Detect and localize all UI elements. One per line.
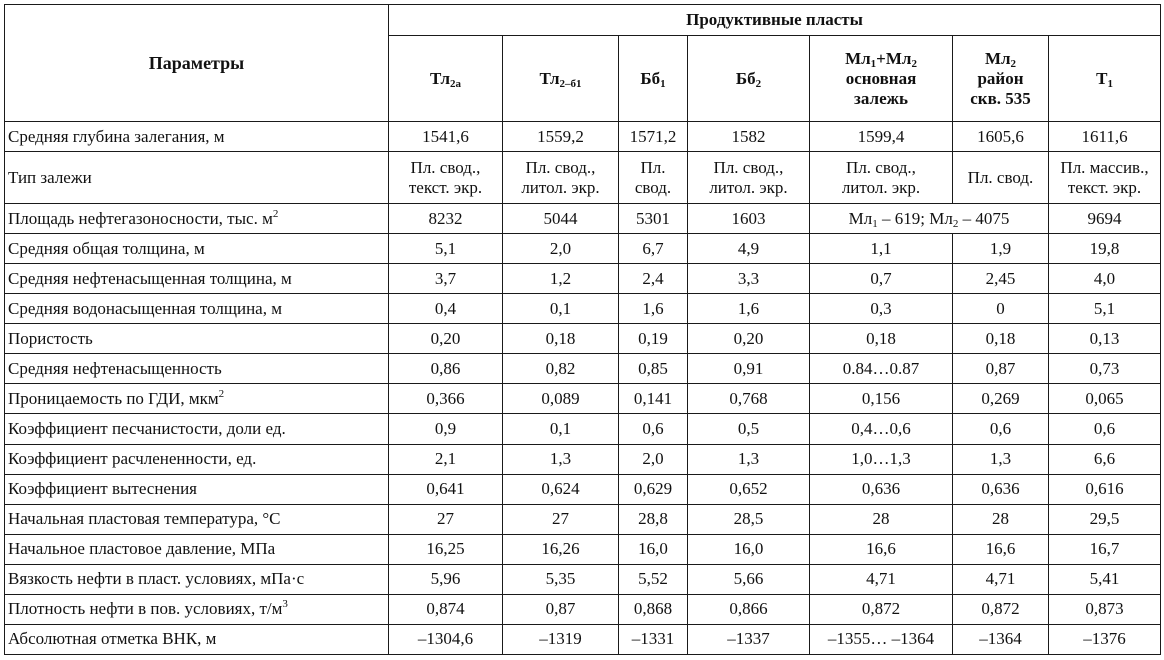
column-header-t1: $Т_1$ xyxy=(1049,36,1161,122)
cell: 5,1 xyxy=(389,234,503,264)
cell: 19,8 xyxy=(1049,234,1161,264)
cell: 28,5 xyxy=(688,504,810,534)
cell: Пл. свод., литол. экр. xyxy=(688,152,810,204)
cell: 4,71 xyxy=(810,564,953,594)
column-header-bb1: $Бб_1$ xyxy=(619,36,688,122)
cell: 1559,2 xyxy=(503,122,619,152)
cell: 2,0 xyxy=(503,234,619,264)
cell: 2,4 xyxy=(619,264,688,294)
cell: 28 xyxy=(953,504,1049,534)
cell: 1571,2 xyxy=(619,122,688,152)
cell: 5,1 xyxy=(1049,294,1161,324)
row-label: Абсолютная отметка ВНК, м xyxy=(5,624,389,654)
cell: 0,641 xyxy=(389,474,503,504)
cell: 16,26 xyxy=(503,534,619,564)
cell: 1,3 xyxy=(953,444,1049,474)
table-row xyxy=(5,504,1161,534)
cell: 0,872 xyxy=(810,594,953,624)
row-label: Средняя нефтенасыщенная толщина, м xyxy=(5,264,389,294)
cell: 0,616 xyxy=(1049,474,1161,504)
cell: 0,4…0,6 xyxy=(810,414,953,444)
cell: 1,6 xyxy=(619,294,688,324)
cell: 1599,4 xyxy=(810,122,953,152)
cell: 28,8 xyxy=(619,504,688,534)
cell: 2,0 xyxy=(619,444,688,474)
cell: 0,652 xyxy=(688,474,810,504)
table-row xyxy=(5,384,1161,414)
cell: 0,6 xyxy=(619,414,688,444)
cell: 1605,6 xyxy=(953,122,1049,152)
cell: 0,629 xyxy=(619,474,688,504)
table-row xyxy=(5,564,1161,594)
row-label: Плотность нефти в пов. условиях, $т/м^3$ xyxy=(5,594,389,624)
parameters-header: Параметры xyxy=(5,5,389,122)
cell: –1355… –1364 xyxy=(810,624,953,654)
row-label: Коэффициент песчанистости, доли ед. xyxy=(5,414,389,444)
column-header-ml1-ml2-main: $Мл_1+Мл_2$ основная залежь xyxy=(810,36,953,122)
cell: 0.84…0.87 xyxy=(810,354,953,384)
cell: 16,0 xyxy=(619,534,688,564)
row-label: Площадь нефтегазоносности, тыс. $м^2$ xyxy=(5,204,389,234)
cell: 16,6 xyxy=(810,534,953,564)
cell: Пл. свод., литол. экр. xyxy=(810,152,953,204)
cell: 1582 xyxy=(688,122,810,152)
cell: –1319 xyxy=(503,624,619,654)
row-label: Пористость xyxy=(5,324,389,354)
cell: 5,96 xyxy=(389,564,503,594)
cell: 5,35 xyxy=(503,564,619,594)
cell: 5,66 xyxy=(688,564,810,594)
cell: 0,82 xyxy=(503,354,619,384)
table-row xyxy=(5,624,1161,654)
table-row xyxy=(5,264,1161,294)
cell: 16,7 xyxy=(1049,534,1161,564)
cell: Пл. массив., текст. экр. xyxy=(1049,152,1161,204)
cell: 1611,6 xyxy=(1049,122,1161,152)
cell: 0,866 xyxy=(688,594,810,624)
table-row xyxy=(5,474,1161,504)
cell: 0,7 xyxy=(810,264,953,294)
cell: 0,6 xyxy=(953,414,1049,444)
cell: Пл. свод. xyxy=(619,152,688,204)
row-label: Начальное пластовое давление, МПа xyxy=(5,534,389,564)
row-label: Средняя глубина залегания, м xyxy=(5,122,389,152)
table-row xyxy=(5,152,1161,204)
cell: 0,636 xyxy=(810,474,953,504)
row-label: Проницаемость по ГДИ, мкм$^2$ xyxy=(5,384,389,414)
cell: 0,73 xyxy=(1049,354,1161,384)
cell: 16,6 xyxy=(953,534,1049,564)
cell: 1,3 xyxy=(503,444,619,474)
cell: 1541,6 xyxy=(389,122,503,152)
cell: 6,7 xyxy=(619,234,688,264)
cell: 2,45 xyxy=(953,264,1049,294)
table-row xyxy=(5,204,1161,234)
cell: Пл. свод., текст. экр. xyxy=(389,152,503,204)
table-row xyxy=(5,122,1161,152)
cell: Пл. свод., литол. экр. xyxy=(503,152,619,204)
cell: 0,3 xyxy=(810,294,953,324)
table-row xyxy=(5,534,1161,564)
row-label: Коэффициент вытеснения xyxy=(5,474,389,504)
cell: 0,4 xyxy=(389,294,503,324)
cell: 1,9 xyxy=(953,234,1049,264)
cell: 0,366 xyxy=(389,384,503,414)
cell: 16,0 xyxy=(688,534,810,564)
cell: 0,13 xyxy=(1049,324,1161,354)
cell: 0,156 xyxy=(810,384,953,414)
cell: 29,5 xyxy=(1049,504,1161,534)
cell: 0,91 xyxy=(688,354,810,384)
cell: 0,86 xyxy=(389,354,503,384)
cell: 3,3 xyxy=(688,264,810,294)
cell: –1337 xyxy=(688,624,810,654)
cell: –1364 xyxy=(953,624,1049,654)
row-label: Начальная пластовая температура, °C xyxy=(5,504,389,534)
cell: 0,87 xyxy=(503,594,619,624)
cell: Пл. свод. xyxy=(953,152,1049,204)
row-label: Средняя общая толщина, м xyxy=(5,234,389,264)
cell: 0,065 xyxy=(1049,384,1161,414)
cell: 5301 xyxy=(619,204,688,234)
cell: 0,873 xyxy=(1049,594,1161,624)
cell: 9694 xyxy=(1049,204,1161,234)
cell: 1,2 xyxy=(503,264,619,294)
cell: 5,52 xyxy=(619,564,688,594)
table-row xyxy=(5,324,1161,354)
cell: 0,18 xyxy=(810,324,953,354)
cell: 0,874 xyxy=(389,594,503,624)
column-header-tl2a: $Тл_{2а}$ xyxy=(389,36,503,122)
column-header-bb2: $Бб_2$ xyxy=(688,36,810,122)
row-label: Средняя водонасыщенная толщина, м xyxy=(5,294,389,324)
cell: 27 xyxy=(389,504,503,534)
cell: –1304,6 xyxy=(389,624,503,654)
cell: 4,71 xyxy=(953,564,1049,594)
cell: 0,5 xyxy=(688,414,810,444)
cell: 3,7 xyxy=(389,264,503,294)
cell: 1,6 xyxy=(688,294,810,324)
cell: 4,0 xyxy=(1049,264,1161,294)
cell: –1331 xyxy=(619,624,688,654)
cell: 0,9 xyxy=(389,414,503,444)
cell: 0,089 xyxy=(503,384,619,414)
cell: 0,20 xyxy=(389,324,503,354)
table-row xyxy=(5,354,1161,384)
cell: 0,19 xyxy=(619,324,688,354)
cell: 0,141 xyxy=(619,384,688,414)
cell: 0,624 xyxy=(503,474,619,504)
table-row xyxy=(5,594,1161,624)
cell: 0 xyxy=(953,294,1049,324)
cell: 0,18 xyxy=(503,324,619,354)
cell: 0,872 xyxy=(953,594,1049,624)
cell: 0,768 xyxy=(688,384,810,414)
productive-layers-header: Продуктивные пласты xyxy=(389,5,1161,36)
cell: 0,1 xyxy=(503,294,619,324)
cell: 6,6 xyxy=(1049,444,1161,474)
cell: 0,1 xyxy=(503,414,619,444)
cell: 0,269 xyxy=(953,384,1049,414)
cell: 0,18 xyxy=(953,324,1049,354)
cell: 4,9 xyxy=(688,234,810,264)
column-header-ml2-well535: $Мл_2$ район скв. 535 xyxy=(953,36,1049,122)
cell: 2,1 xyxy=(389,444,503,474)
cell: 1,3 xyxy=(688,444,810,474)
cell: –1376 xyxy=(1049,624,1161,654)
cell: 5,41 xyxy=(1049,564,1161,594)
cell: 1,0…1,3 xyxy=(810,444,953,474)
table-row xyxy=(5,234,1161,264)
cell: 0,6 xyxy=(1049,414,1161,444)
cell: 0,20 xyxy=(688,324,810,354)
cell: 0,868 xyxy=(619,594,688,624)
cell: 1603 xyxy=(688,204,810,234)
cell: 0,636 xyxy=(953,474,1049,504)
cell: 0,87 xyxy=(953,354,1049,384)
reservoir-parameters-table xyxy=(4,4,1161,655)
row-label: Тип залежи xyxy=(5,152,389,204)
cell: 27 xyxy=(503,504,619,534)
table-row xyxy=(5,414,1161,444)
cell: 28 xyxy=(810,504,953,534)
cell: 8232 xyxy=(389,204,503,234)
row-label: Вязкость нефти в пласт. условиях, мПа·с xyxy=(5,564,389,594)
table-row xyxy=(5,444,1161,474)
merged-area-cell: $Мл_1 - 619$; $Мл_2 - 4075$ xyxy=(810,204,1049,234)
cell: 16,25 xyxy=(389,534,503,564)
table-row xyxy=(5,294,1161,324)
row-label: Коэффициент расчлененности, ед. xyxy=(5,444,389,474)
row-label: Средняя нефтенасыщенность xyxy=(5,354,389,384)
cell: 5044 xyxy=(503,204,619,234)
cell: 1,1 xyxy=(810,234,953,264)
column-header-tl2b1: $Тл_{2-б1}$ xyxy=(503,36,619,122)
cell: 0,85 xyxy=(619,354,688,384)
